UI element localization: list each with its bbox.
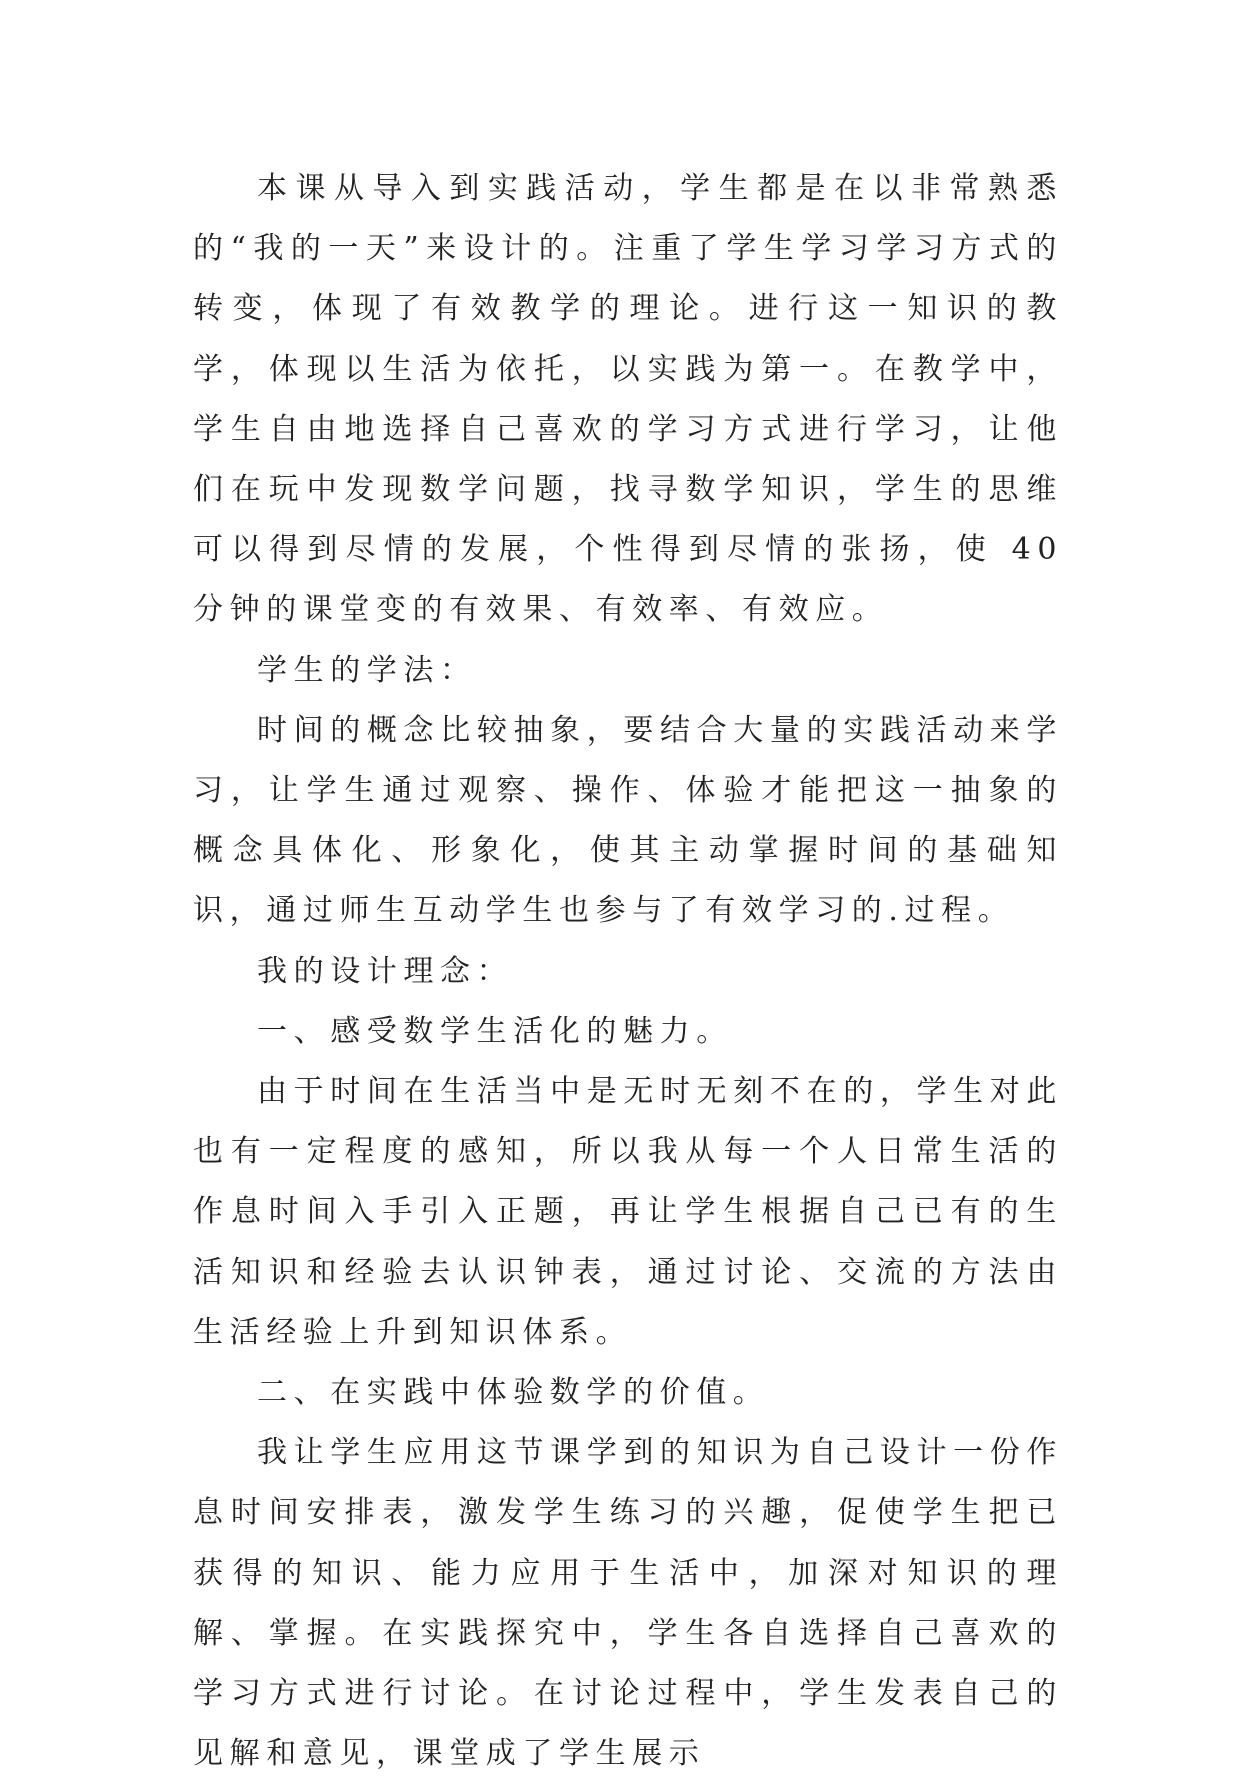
document-body bbox=[193, 159, 1063, 1784]
heading-learning-method: 学生的学法： bbox=[257, 652, 477, 688]
paragraph-learning-method: 时间的概念比较抽象，要结合大量的实践活动来学习，让学生通过观察、操作、体验才能把这一抽象的概念具体化、形象化，使其主动掌握时间的基础知识，通过师生互动学生也参与了有效学习的.过程。 bbox=[193, 712, 1063, 929]
paragraph-course-summary: 本课从导入到实践活动，学生都是在以非常熟悉的“我的一天”来设计的。注重了学生学习学习方式的转变，体现了有效教学的理论。进行这一知识的教学，体现以生活为依托，以实践为第一。在教学中，学生自由地选择自己喜欢的学习方式进行学习，让他们在玩中发现数学问题，找寻数学知识，学生的思维可以得到尽情的发展，个性得到尽情的张扬，使 40 分钟的课堂变的有效果、有效率、有效应。 bbox=[193, 171, 1063, 628]
heading-concept-one: 一、感受数学生活化的魅力。 bbox=[257, 1013, 733, 1049]
heading-concept-two: 二、在实践中体验数学的价值。 bbox=[257, 1375, 770, 1411]
heading-design-concept: 我的设计理念： bbox=[257, 953, 514, 989]
paragraph-concept-two: 我让学生应用这节课学到的知识为自己设计一份作息时间安排表，激发学生练习的兴趣，促使学生把已获得的知识、能力应用于生活中，加深对知识的理解、掌握。在实践探究中，学生各自选择自己喜欢的学习方式进行讨论。在讨论过程中，学生发表自己的见解和意见，课堂成了学生展示 bbox=[193, 1435, 1063, 1772]
paragraph-concept-one: 由于时间在生活当中是无时无刻不在的，学生对此也有一定程度的感知，所以我从每一个人日常生活的作息时间入手引入正题，再让学生根据自己已有的生活知识和经验去认识钟表，通过讨论、交流的方法由生活经验上升到知识体系。 bbox=[193, 1074, 1063, 1350]
